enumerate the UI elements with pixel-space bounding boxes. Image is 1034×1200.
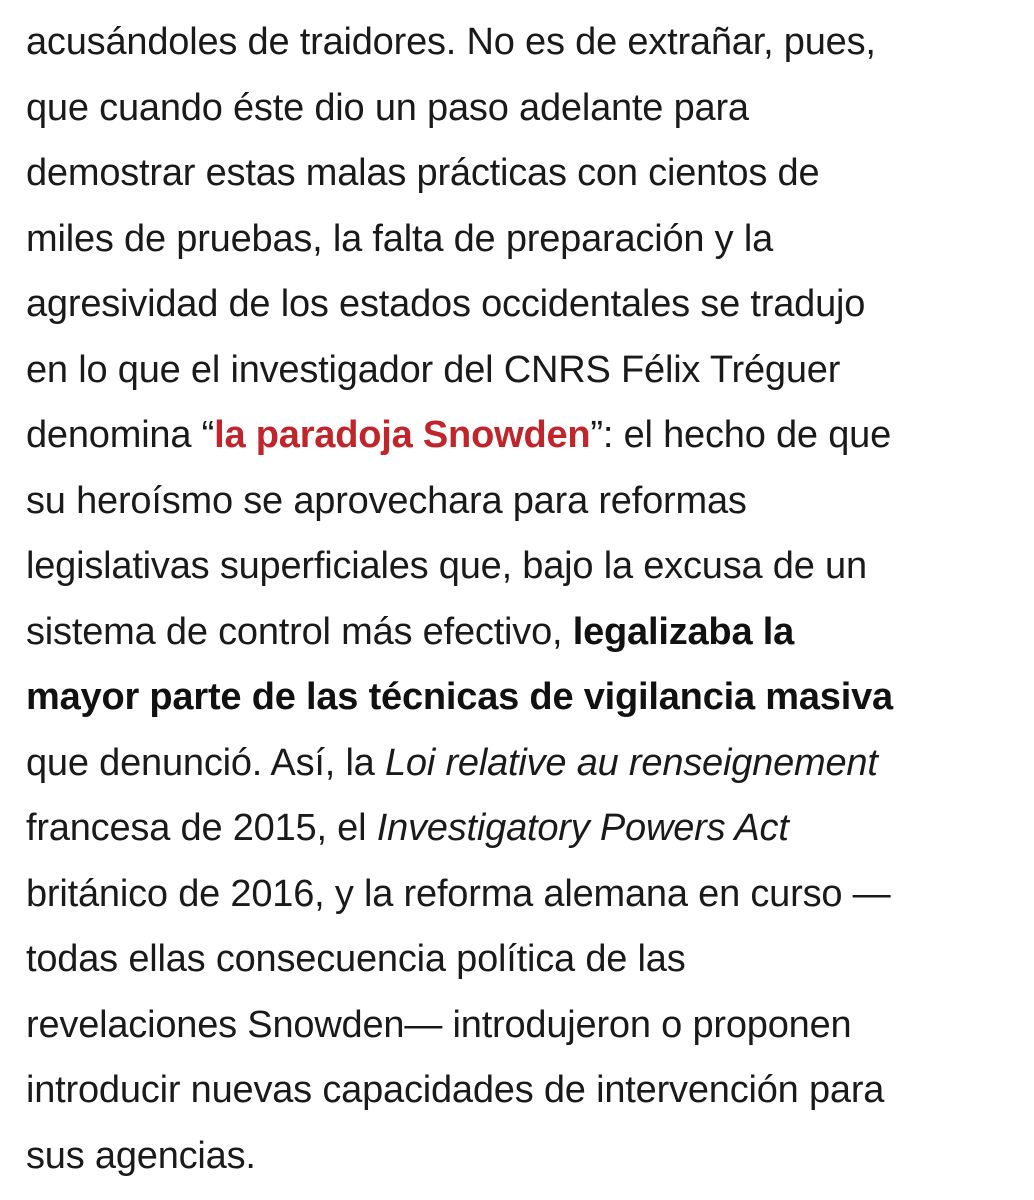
law-title-italic: Loi relative au renseignement bbox=[384, 741, 878, 784]
bold-emphasis: mayor parte de las técnicas de vigilancia masiva bbox=[26, 676, 893, 718]
text-line: legislativas superficiales que, bajo la excusa de un bbox=[26, 545, 867, 587]
law-title-italic: Investigatory Powers Act bbox=[376, 807, 789, 849]
text-line: revelaciones Snowden— introdujeron o proponen bbox=[26, 1003, 852, 1046]
text-line: acusándoles de traidores. No es de extrañar, pues, bbox=[26, 21, 876, 63]
text-line: demostrar estas malas prácticas con cientos de bbox=[26, 152, 820, 194]
text-line: en lo que el investigador del CNRS Félix Tréguer bbox=[26, 348, 841, 391]
text-line bbox=[26, 600, 1024, 666]
text-segment: denomina “ bbox=[26, 414, 215, 456]
text-segment: sistema de control más efectivo, bbox=[26, 610, 573, 653]
article-paragraph bbox=[26, 10, 1024, 1189]
paradoja-snowden-link[interactable]: la paradoja Snowden bbox=[214, 414, 591, 456]
text-line bbox=[26, 796, 1024, 862]
text-line: introducir nuevas capacidades de intervención para bbox=[26, 1069, 885, 1111]
text-line: sus agencias. bbox=[26, 1134, 256, 1177]
text-line bbox=[26, 731, 1024, 797]
text-line: que cuando éste dio un paso adelante para bbox=[26, 86, 749, 129]
text-line: su heroísmo se aprovechara para reformas bbox=[26, 479, 747, 522]
text-segment: que denunció. Así, la bbox=[26, 741, 385, 784]
text-line: británico de 2016, y la reforma alemana en curso — bbox=[26, 872, 891, 915]
text-segment: ”: el hecho de que bbox=[590, 414, 892, 456]
bold-emphasis: legalizaba la bbox=[572, 610, 795, 653]
text-line: miles de pruebas, la falta de preparación y la bbox=[26, 217, 774, 260]
text-segment: francesa de 2015, el bbox=[26, 807, 377, 849]
text-line: todas ellas consecuencia política de las bbox=[26, 938, 686, 980]
text-line bbox=[26, 665, 1024, 731]
text-line: agresividad de los estados occidentales se tradujo bbox=[26, 283, 866, 325]
text-line bbox=[26, 403, 1024, 469]
